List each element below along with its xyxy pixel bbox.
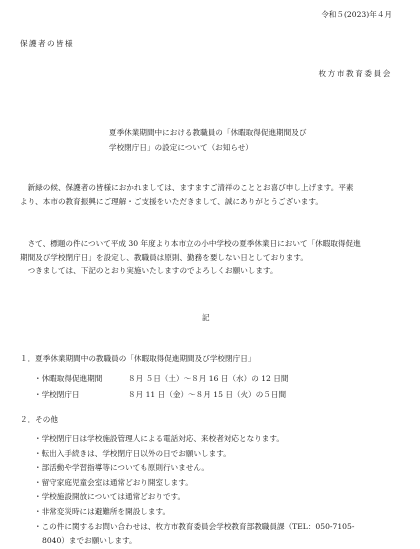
- paragraph-line: 期間及び学校閉庁日」を設定し、教職員は原則、勤務を要しない日としております。: [20, 252, 308, 262]
- other-notes-list: [34, 432, 414, 549]
- section-1-heading: １．夏季休業期間中の教職員の「休暇取得促進期間及び学校閉庁日」: [20, 354, 256, 363]
- list-item: ・学校閉庁日は学校施設管理人による電話対応、来校者対応となります。: [34, 434, 284, 443]
- period-row-closure: [34, 387, 289, 403]
- paragraph-line: さて、標題の件について平成 30 年度より本市立の小中学校の夏季休業日において「休暇取得促進: [20, 239, 361, 248]
- paragraph-line: より、本市の教育振興にご理解・ご支援をいただきまして、誠にありがとうございます。: [20, 196, 323, 206]
- paragraph-line: つきましては、下記のとおり実施いたしますのでよろしくお願いします。: [20, 266, 278, 275]
- addressee: 保護者の皆様: [20, 39, 74, 48]
- greeting-paragraph: [20, 181, 406, 208]
- list-item: ・留守家庭児童会室は通常どおり開室します。: [34, 477, 193, 487]
- paragraph-line: 新緑の候、保護者の皆様におかれましては、ますますご清祥のこととお喜び申し上げます。平素: [20, 183, 354, 192]
- list-item: ・学校施設開放については通常どおりです。: [34, 492, 186, 502]
- main-paragraph: [20, 237, 406, 278]
- period-value: ８月 ５日（土）～８月 16 日（水）の 12 日間: [128, 374, 289, 383]
- ki-marker: 記: [202, 313, 210, 322]
- list-item: ・転出入手続きは、学校閉庁日以外の日でお願いします。: [34, 448, 231, 458]
- period-label: ・学校閉庁日: [34, 390, 80, 399]
- list-item-continuation: 8040）までお願いします。: [42, 536, 137, 546]
- period-label: ・休暇取得促進期間: [34, 374, 103, 383]
- document-date: 令和５(2023)年４月: [321, 10, 392, 19]
- period-list: [34, 371, 289, 403]
- list-item: ・この件に関するお問い合わせは、枚方市教育委員会学校教育部教職員課（TEL：050-7105-: [34, 521, 355, 531]
- title-line-1: 夏季休業期間中における教職員の「休暇取得促進期間及び: [109, 128, 307, 137]
- document-title: [109, 125, 349, 155]
- period-value: ８月 11 日（金）～８月 15 日（火）の５日間: [128, 390, 287, 399]
- section-2-heading: ２．その他: [20, 415, 58, 424]
- title-line-2: 学校閉庁日」の設定について（お知らせ）: [109, 143, 253, 152]
- sender-name: 枚方市教育委員会: [318, 69, 392, 78]
- list-item: ・非常変災時には避難所を開設します。: [34, 506, 171, 516]
- period-row-vacation: [34, 371, 289, 387]
- list-item: ・部活動や学習指導等についても原則行いません。: [34, 463, 209, 473]
